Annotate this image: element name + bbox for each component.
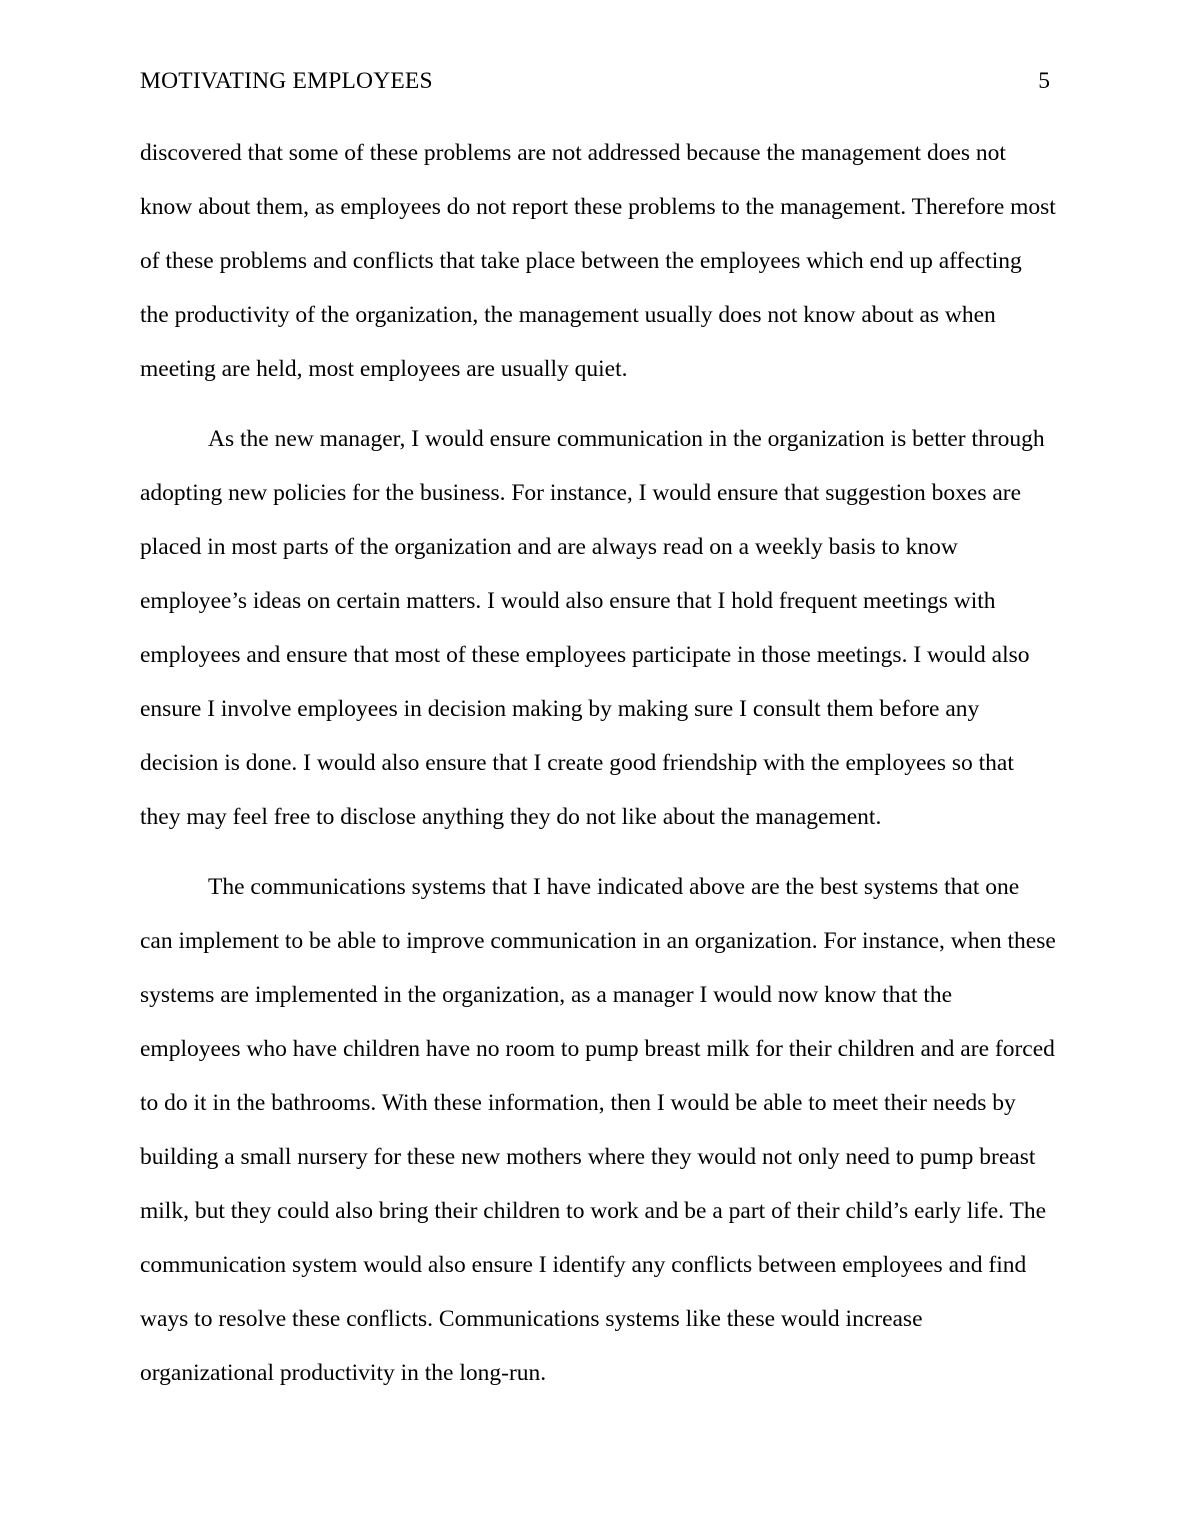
paragraph-line: employee’s ideas on certain matters. I would also ensure that I hold frequent meetings with xyxy=(140,588,996,614)
paragraph-line: employees and ensure that most of these employees participate in those meetings. I would also xyxy=(140,642,1030,668)
paragraph-line: meeting are held, most employees are usually quiet. xyxy=(140,356,628,382)
paragraph-line: adopting new policies for the business. For instance, I would ensure that suggestion boxes are xyxy=(140,480,1022,506)
paragraph-line: can implement to be able to improve communication in an organization. For instance, when these xyxy=(140,928,1056,954)
paragraph-line: communication system would also ensure I identify any conflicts between employees and find xyxy=(140,1252,1027,1278)
paragraph-line: discovered that some of these problems are not addressed because the management does not xyxy=(140,140,1006,166)
paragraph-line: decision is done. I would also ensure that I create good friendship with the employees so that xyxy=(140,750,1014,776)
paragraph xyxy=(140,860,1056,1400)
paragraph-line: know about them, as employees do not report these problems to the management. Therefore most xyxy=(140,194,1056,220)
paragraph-line: ensure I involve employees in decision making by making sure I consult them before any xyxy=(140,696,980,722)
paragraph-line: ways to resolve these conflicts. Communications systems like these would increase xyxy=(140,1306,923,1332)
page-header xyxy=(140,66,1050,96)
paragraph-line: As the new manager, I would ensure communication in the organization is better through xyxy=(208,426,1045,452)
paragraph-line: systems are implemented in the organization, as a manager I would now know that the xyxy=(140,982,953,1008)
paragraph-line: the productivity of the organization, the management usually does not know about as when xyxy=(140,302,996,328)
paragraph-line: to do it in the bathrooms. With these information, then I would be able to meet their needs by xyxy=(140,1090,1016,1116)
paragraph-line: placed in most parts of the organization and are always read on a weekly basis to know xyxy=(140,534,958,560)
paragraph xyxy=(140,126,1056,396)
paragraph-line: The communications systems that I have indicated above are the best systems that one xyxy=(208,874,1020,900)
document-body xyxy=(140,126,1056,1400)
paragraph-line: employees who have children have no room to pump breast milk for their children and are forced xyxy=(140,1036,1055,1062)
paragraph xyxy=(140,412,1050,844)
paragraph-line: milk, but they could also bring their children to work and be a part of their child’s early life. The xyxy=(140,1198,1047,1224)
paragraph-line: organizational productivity in the long-run. xyxy=(140,1360,547,1386)
running-head-title: MOTIVATING EMPLOYEES xyxy=(140,68,433,94)
paragraph-line: they may feel free to disclose anything they do not like about the management. xyxy=(140,804,882,830)
paragraph-line: building a small nursery for these new mothers where they would not only need to pump breast xyxy=(140,1144,1036,1170)
page-number: 5 xyxy=(1038,68,1050,94)
paragraph-line: of these problems and conflicts that take place between the employees which end up affecting xyxy=(140,248,1022,274)
